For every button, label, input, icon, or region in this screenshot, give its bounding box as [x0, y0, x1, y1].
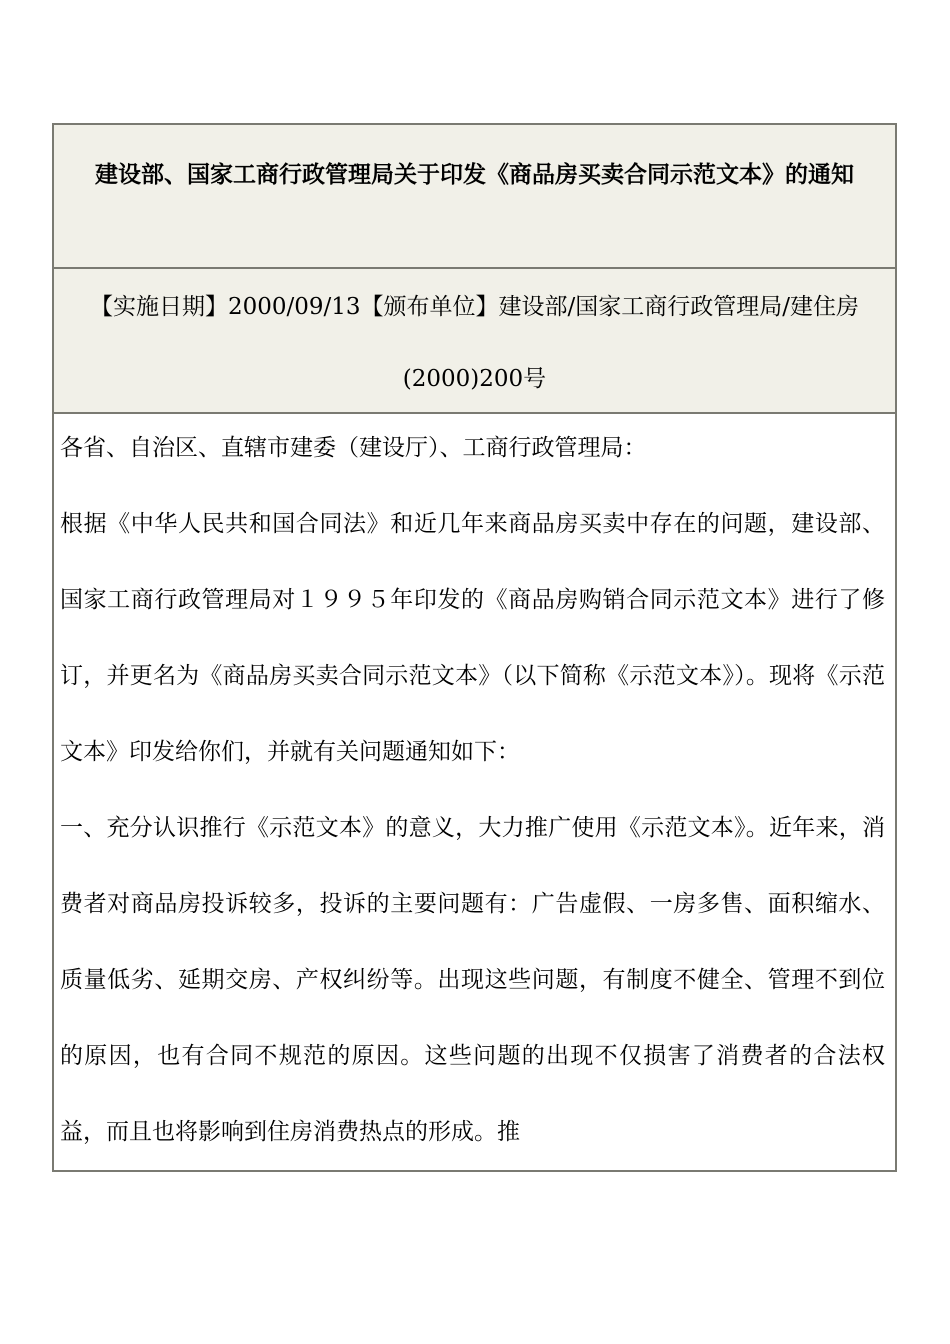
document-meta: 【实施日期】2000/09/13【颁布单位】建设部/国家工商行政管理局/建住房(2000)200号	[89, 294, 860, 392]
paragraph-section-one: 一、充分认识推行《示范文本》的意义，大力推广使用《示范文本》。近年来，消费者对商品房投诉较多，投诉的主要问题有：广告虚假、一房多售、面积缩水、质量低劣、延期交房、产权纠纷等。出现这些问题，有制度不健全、管理不到位的原因，也有合同不规范的原因。这些问题的出现不仅损害了消费者的合法权益，而且也将影响到住房消费热点的形成。推	[60, 815, 885, 1145]
meta-row	[54, 269, 895, 414]
document-table	[52, 123, 897, 1172]
paragraph-salutation: 各省、自治区、直辖市建委（建设厅）、工商行政管理局：	[60, 435, 647, 461]
document-title: 建设部、国家工商行政管理局关于印发《商品房买卖合同示范文本》的通知	[95, 162, 854, 188]
title-row	[54, 125, 895, 269]
body-row	[54, 414, 895, 1170]
paragraph-intro: 根据《中华人民共和国合同法》和近几年来商品房买卖中存在的问题，建设部、国家工商行政管理局对１９９５年印发的《商品房购销合同示范文本》进行了修订，并更名为《商品房买卖合同示范文本》（以下简称《示范文本》）。现将《示范文本》印发给你们，并就有关问题通知如下：	[60, 511, 885, 765]
